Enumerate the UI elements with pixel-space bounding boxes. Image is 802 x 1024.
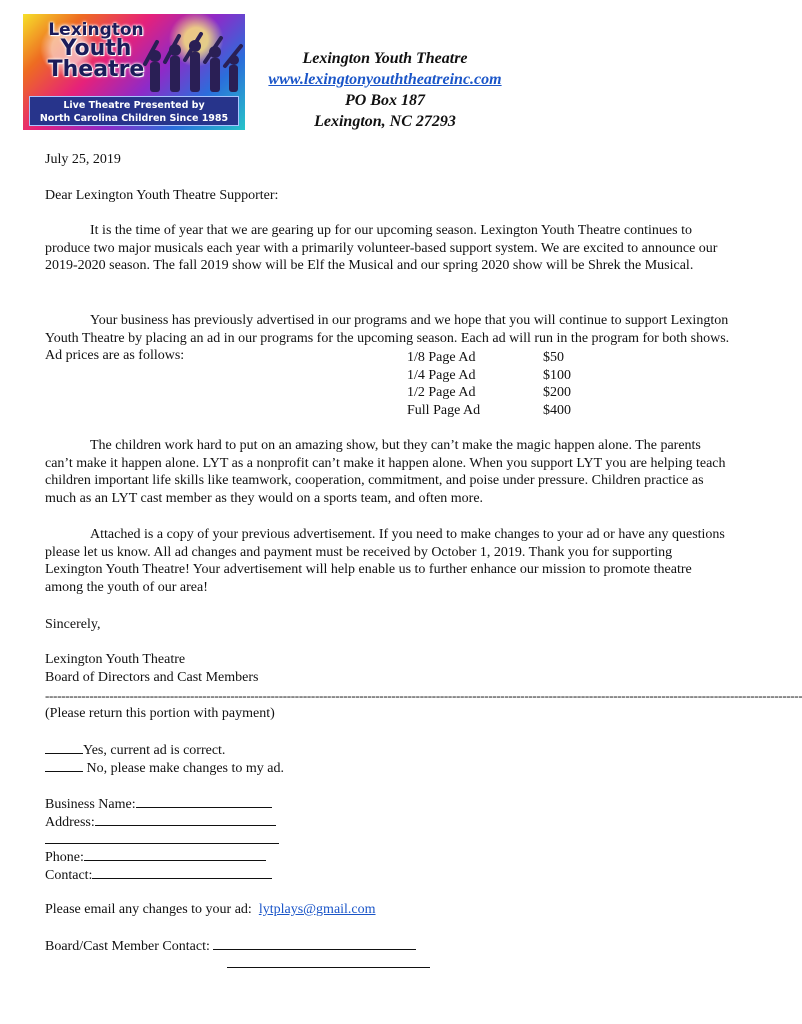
price-row xyxy=(407,367,571,385)
phone-label: Phone: xyxy=(45,850,84,865)
ad-size: Full Page Ad xyxy=(407,402,481,418)
email-link[interactable]: lytplays@gmail.com xyxy=(258,902,376,917)
option-yes-label: Yes, current ad is correct. xyxy=(83,743,226,758)
board-contact-line-2[interactable] xyxy=(227,954,430,974)
return-note: (Please return this portion with payment) xyxy=(45,706,275,721)
ad-size: 1/2 Page Ad xyxy=(407,385,476,401)
phone-blank[interactable] xyxy=(84,847,266,861)
paragraph-1: It is the time of year that we are gearing up for our upcoming season. Lexington Youth Theatre continues to produce two major musicals each year with a primarily volunteer-based support system. We are excited to announce our 2019-2020 season. The fall 2019 show will be Elf the Musical and our spring 2020 show will be Shrek the Musical. xyxy=(45,223,718,274)
ad-price: $100 xyxy=(543,367,571,383)
option-no[interactable] xyxy=(45,758,284,778)
address-label: Address: xyxy=(45,815,95,830)
logo-banner xyxy=(29,96,239,126)
business-name-label: Business Name: xyxy=(45,797,136,812)
logo-line-1: Lexington xyxy=(48,20,144,40)
contact-label: Contact: xyxy=(45,868,93,883)
website-link[interactable]: www.lexingtonyouththeatreinc.com xyxy=(268,71,502,88)
contact-field[interactable] xyxy=(45,865,272,885)
paragraph-2: Your business has previously advertised in our programs and we hope that you will continue to support Lexington Youth Theatre by placing an ad in our programs for the upcoming season. Each ad will run in the program for both shows. Ad prices are as follows: xyxy=(45,313,730,364)
paragraph-3: The children work hard to put on an amazing show, but they can’t make the magic happen alone. The parents can’t make it happen alone. LYT as a nonprofit can’t make it happen alone. When you support LYT you are helping teach children important life skills like teamwork, cooperation, commitment, and poise under pressure. Children practice as much as an LYT cast member as they would on a sports team, and often more. xyxy=(45,438,726,506)
address-blank-2[interactable] xyxy=(45,830,279,844)
children-silhouette-icon xyxy=(141,34,245,104)
board-contact-label: Board/Cast Member Contact: xyxy=(45,939,210,954)
logo-line-3: Theatre xyxy=(47,57,145,82)
business-name-blank[interactable] xyxy=(136,794,272,808)
email-line xyxy=(45,901,376,919)
signature-org: Lexington Youth Theatre xyxy=(45,652,186,667)
option-yes-blank[interactable] xyxy=(45,740,83,754)
address-field[interactable] xyxy=(45,812,276,832)
ad-price: $200 xyxy=(543,385,571,401)
letter-date: July 25, 2019 xyxy=(45,152,121,167)
board-contact-field[interactable] xyxy=(45,936,416,956)
logo-tagline-2: North Carolina Children Since 1985 xyxy=(39,113,229,124)
letterhead xyxy=(250,48,520,132)
price-row xyxy=(407,402,571,420)
ad-price: $400 xyxy=(543,402,571,418)
city-state-zip: Lexington, NC 27293 xyxy=(314,113,456,130)
ad-price: $50 xyxy=(543,350,564,365)
option-no-blank[interactable] xyxy=(45,758,83,772)
board-contact-blank-2[interactable] xyxy=(227,954,430,968)
greeting: Dear Lexington Youth Theatre Supporter: xyxy=(45,188,279,203)
logo-tagline-1: Live Theatre Presented by xyxy=(63,100,205,111)
email-prompt: Please email any changes to your ad: xyxy=(45,902,252,917)
ad-size: 1/8 Page Ad xyxy=(407,350,476,365)
org-name: Lexington Youth Theatre xyxy=(302,50,468,67)
po-box: PO Box 187 xyxy=(345,92,425,109)
signature-board: Board of Directors and Cast Members xyxy=(45,670,259,685)
phone-field[interactable] xyxy=(45,847,266,867)
theatre-logo xyxy=(23,14,245,130)
cut-line-divider: -------------------------------------------------------------------------------------------------------------------------------------------------------------------------------------------- xyxy=(45,688,802,703)
price-row xyxy=(407,384,571,402)
option-no-label: No, please make changes to my ad. xyxy=(83,761,284,776)
board-contact-blank[interactable] xyxy=(213,936,416,950)
ad-size: 1/4 Page Ad xyxy=(407,367,476,383)
ad-price-list xyxy=(407,349,571,419)
address-blank[interactable] xyxy=(95,812,276,826)
logo-line-2: Youth xyxy=(60,36,132,61)
business-name-field[interactable] xyxy=(45,794,272,814)
contact-blank[interactable] xyxy=(92,865,272,879)
option-yes[interactable] xyxy=(45,740,225,760)
closing: Sincerely, xyxy=(45,617,101,632)
price-row xyxy=(407,349,571,367)
paragraph-4: Attached is a copy of your previous advertisement. If you need to make changes to your ad or have any questions please let us know. All ad changes and payment must be received by October 1, 2019. Thank you for supporting Lexington Youth Theatre! Your advertisement will help enable us to further enhance our mission to promote theatre among the youth of our area! xyxy=(45,527,725,595)
